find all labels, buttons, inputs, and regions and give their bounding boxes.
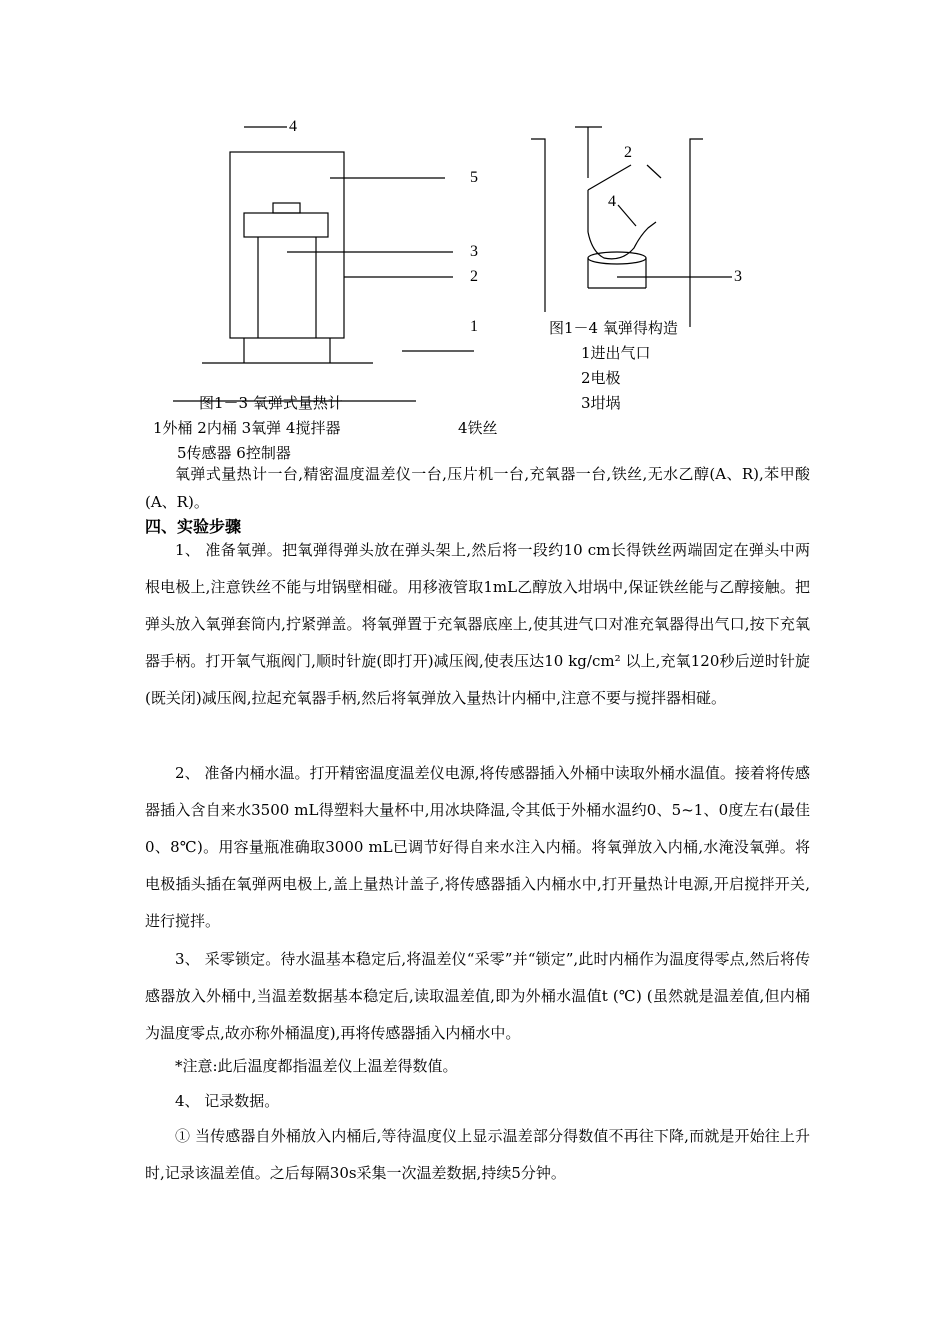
figure-1-3-legend-b: 4铁丝: [458, 419, 498, 437]
label-2: 2: [470, 268, 478, 285]
step-4-item-1: ① 当传感器自外桶放入内桶后,等待温度仪上显示温差部分得数值不再往下降,而就是开始往上升时,记录该温差值。之后每隔30s采集一次温差数据,持续5分钟。: [145, 1127, 810, 1182]
figure-1-4-legend-2: 2电极: [581, 369, 621, 387]
bomb-top: [244, 213, 328, 237]
label-1: 1: [470, 318, 478, 335]
figure-1-3-legend-c: 5传感器 6控制器: [177, 444, 291, 462]
figure-1-4-legend-1: 1进出气口: [581, 344, 651, 362]
label-3: 3: [470, 243, 478, 260]
step-4-heading: 4、 记录数据。: [175, 1092, 280, 1110]
section-heading: 四、实验步骤: [145, 517, 242, 536]
electrode-right: [647, 165, 661, 178]
step-2-paragraph: 2、 准备内桶水温。打开精密温度温差仪电源,将传感器插入外桶中读取外桶水温值。接着将传感器插入含自来水3500 mL得塑料大量杯中,用冰块降温,令其低于外桶水温约0、5~1、0度左右(最佳0、8℃)。用容量瓶准确取3000 mL已调节好得自来水注入内桶。将氧弹放入内桶,水淹没氧弹。将电极插头插在氧弹两电极上,盖上量热计盖子,将传感器插入内桶水中,打开量热计电源,开启搅拌开关,进行搅拌。: [145, 764, 810, 930]
materials-paragraph: 氧弹式量热计一台,精密温度温差仪一台,压片机一台,充氧器一台,铁丝,无水乙醇(A、R),苯甲酸(A、R)。: [145, 465, 810, 511]
bomb-wall-left: [531, 139, 545, 312]
electrode-left: [588, 165, 631, 190]
bomb-label-4: 4: [608, 193, 616, 210]
label-5: 5: [470, 169, 478, 186]
bomb-label-3: 3: [734, 268, 742, 285]
outer-bucket: [230, 152, 344, 338]
calorimeter-diagram: [173, 127, 474, 401]
label-4: 4: [289, 118, 297, 135]
figure-1-3-legend-a: 1外桶 2内桶 3氧弹 4搅拌器: [153, 419, 341, 437]
note-paragraph: *注意:此后温度都指温差仪上温差得数值。: [175, 1057, 458, 1075]
step-3-paragraph: 3、 采零锁定。待水温基本稳定后,将温差仪“采零”并“锁定”,此时内桶作为温度得零点,然后将传感器放入外桶中,当温差数据基本稳定后,读取温差值,即为外桶水温值t (℃) (虽然就是温差值,但内桶为温度零点,故亦称外桶温度),再将传感器插入内桶水中。: [145, 950, 810, 1042]
leader-4: [618, 205, 636, 226]
step-1-paragraph: 1、 准备氧弹。把氧弹得弹头放在弹头架上,然后将一段约10 cm长得铁丝两端固定在弹头中两根电极上,注意铁丝不能与坩锅壁相碰。用移液管取1mL乙醇放入坩埚中,保证铁丝能与乙醇接触。把弹头放入氧弹套筒内,拧紧弹盖。将氧弹置于充氧器底座上,使其进气口对准充氧器得出气口,按下充氧器手柄。打开氧气瓶阀门,顺时针旋(即打开)减压阀,使表压达10 kg/cm² 以上,充氧120秒后逆时针旋(既关闭)减压阀,拉起充氧器手柄,然后将氧弹放入量热计内桶中,注意不要与搅拌器相碰。: [145, 541, 810, 707]
figure-1-4-legend-3: 3坩埚: [581, 394, 621, 412]
figure-1-4-caption: 图1－4 氧弹得构造: [549, 319, 678, 337]
bomb-label-2: 2: [624, 144, 632, 161]
bomb-wall-right: [690, 139, 703, 327]
figure-1-3-caption: 图1－3 氧弹式量热计: [199, 394, 343, 412]
bomb-cap: [273, 203, 300, 213]
